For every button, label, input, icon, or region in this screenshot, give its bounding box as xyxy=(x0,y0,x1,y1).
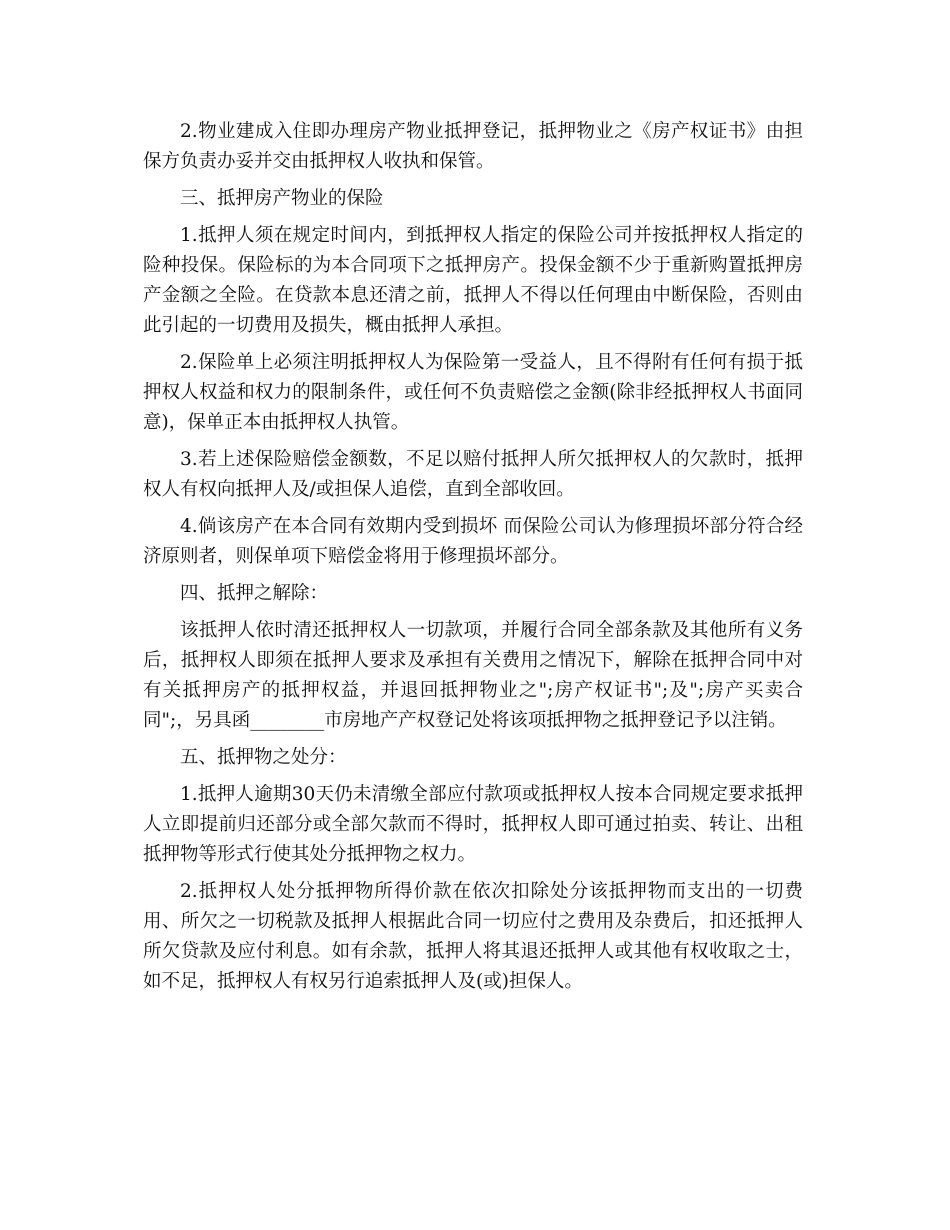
paragraph-insurance-3: 3.若上述保险赔偿金额数，不足以赔付抵押人所欠抵押权人的欠款时，抵押权人有权向抵押人及/或担保人追偿，直到全部收回。 xyxy=(143,449,803,500)
document-body xyxy=(143,117,803,1004)
section-heading-release: 四、抵押之解除： xyxy=(180,583,329,604)
paragraph-insurance-4: 4.倘该房产在本合同有效期内受到损坏 而保险公司认为修理损坏部分符合经济原则者，则保单项下赔偿金将用于修理损坏部分。 xyxy=(143,516,803,567)
paragraph-insurance-1: 1.抵押人须在规定时间内，到抵押权人指定的保险公司并按抵押权人指定的险种投保。保险标的为本合同项下之抵押房产。投保金额不少于重新购置抵押房产金额之全险。在贷款本息还清之前，抵押人不得以任何理由中断保险，否则由此引起的一切费用及损失，概由抵押人承担。 xyxy=(143,225,803,336)
section-heading-insurance: 三、抵押房产物业的保险 xyxy=(180,188,384,209)
paragraph-release: 该抵押人依时清还抵押权人一切款项，并履行合同全部条款及其他所有义务后，抵押权人即须在抵押人要求及承担有关费用之情况下，解除在抵押合同中对有关抵押房产的抵押权益，并退回抵押物业之";房产权证书";及";房产买卖合同";，另具函________市房地产产权登记处将该项抵押物之抵押登记予以注销。 xyxy=(143,620,803,731)
paragraph-disposal-2: 2.抵押权人处分抵押物所得价款在依次扣除处分该抵押物而支出的一切费用、所欠之一切税款及抵押人根据此合同一切应付之费用及杂费后，扣还抵押人所欠贷款及应付利息。如有余款，抵押人将其退还抵押人或其他有权收取之士，如不足，抵押权人有权另行追索抵押人及(或)担保人。 xyxy=(143,881,803,992)
paragraph-insurance-2: 2.保险单上必须注明抵押权人为保险第一受益人，且不得附有任何有损于抵押权人权益和权力的限制条件，或任何不负责赔偿之金额(除非经抵押权人书面同意)，保单正本由抵押权人执管。 xyxy=(143,352,803,433)
section-heading-disposal: 五、抵押物之处分： xyxy=(180,747,347,768)
paragraph-property-registration: 2.物业建成入住即办理房产物业抵押登记，抵押物业之《房产权证书》由担保方负责办妥并交由抵押权人收执和保管。 xyxy=(143,121,803,172)
paragraph-disposal-1: 1.抵押人逾期30天仍未清缴全部应付款项或抵押权人按本合同规定要求抵押人立即提前归还部分或全部欠款而不得时，抵押权人即可通过拍卖、转让、出租抵押物等形式行使其处分抵押物之权力。 xyxy=(143,784,803,865)
